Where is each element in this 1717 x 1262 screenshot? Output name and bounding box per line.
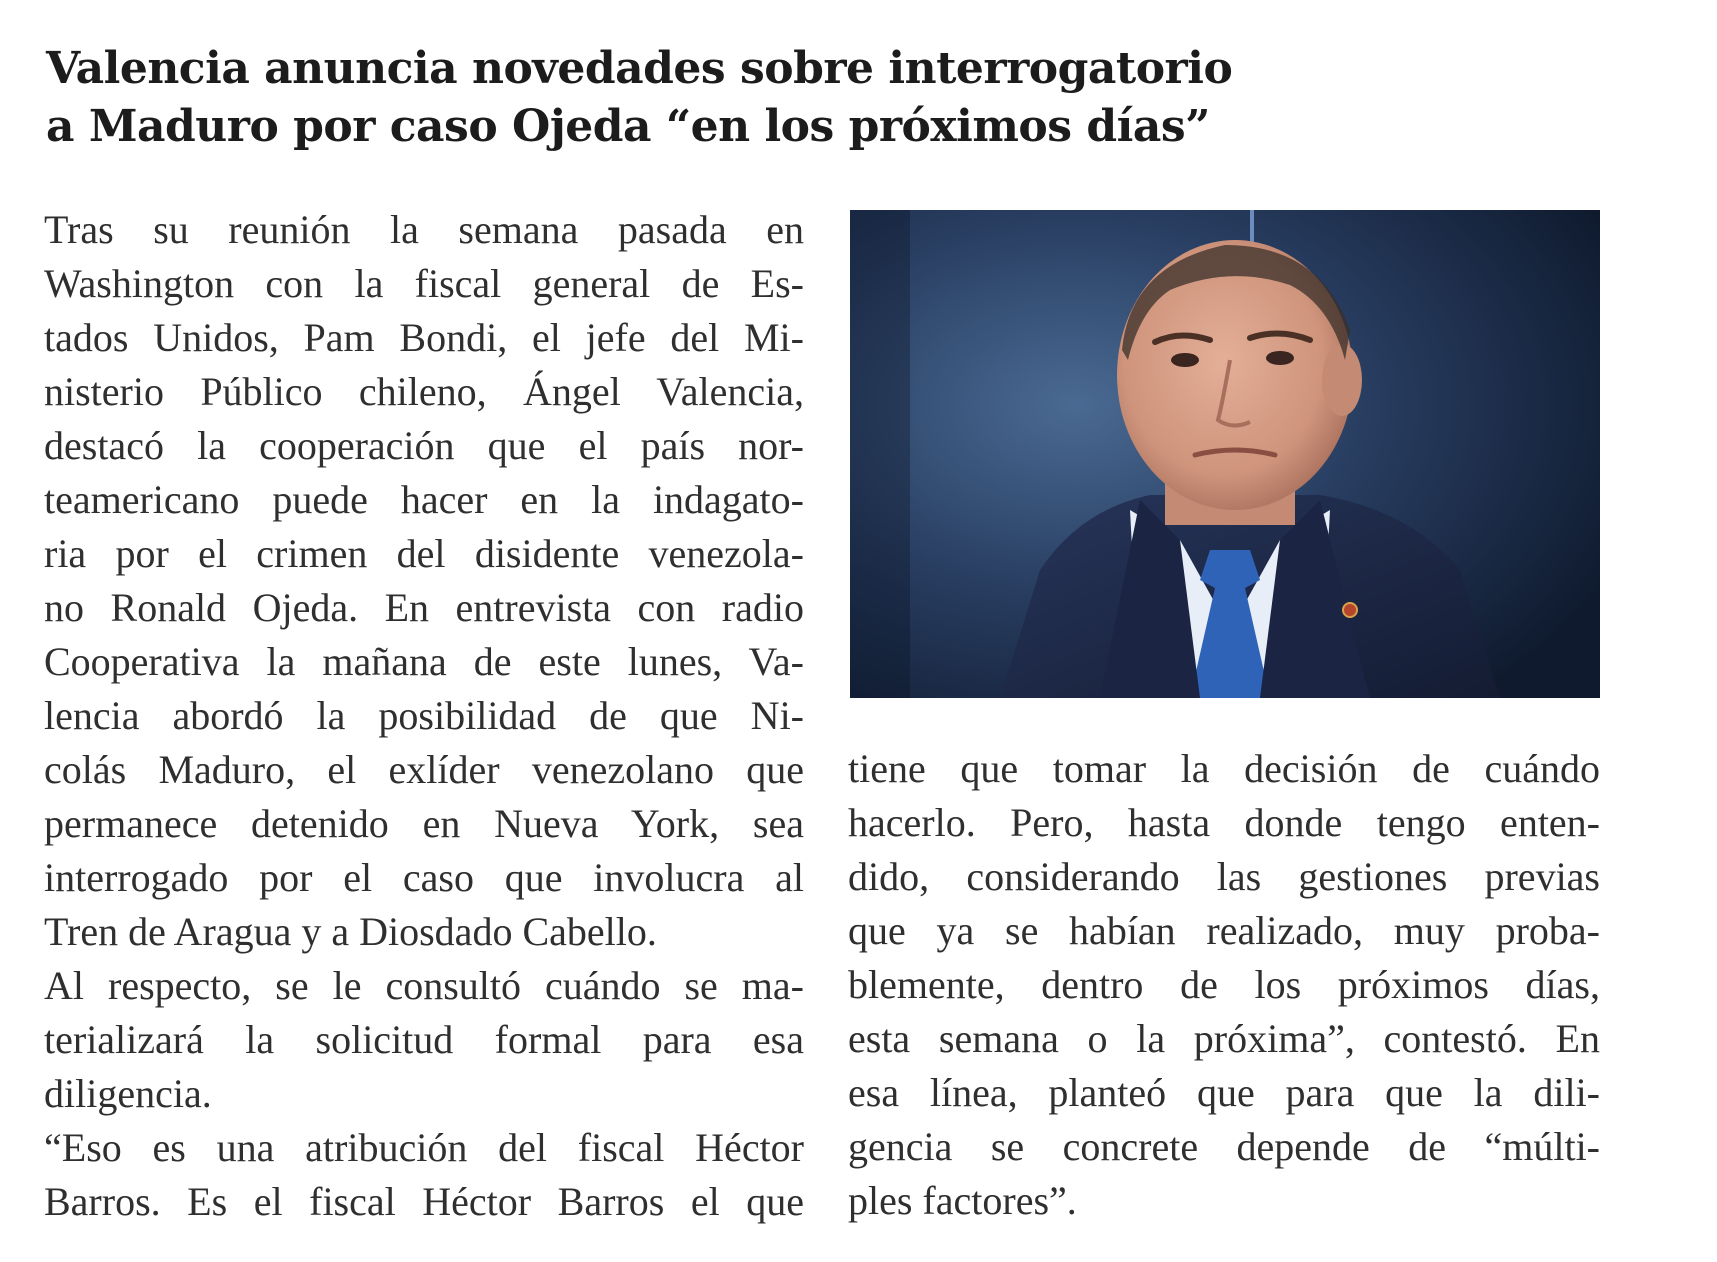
body-line: ples factores”. [848, 1178, 1077, 1223]
body-line: Tren de Aragua y a Diosdado Cabello. [44, 909, 657, 954]
body-line: colás Maduro, el exlíder venezolano que [44, 747, 804, 792]
body-line: Al respecto, se le consultó cuándo se ma- [44, 963, 804, 1008]
body-line: teamericano puede hacer en la indagato- [44, 477, 804, 522]
body-line: Tras su reunión la semana pasada en [44, 207, 804, 252]
body-line: tiene que tomar la decisión de cuándo [848, 746, 1600, 791]
body-line: “Eso es una atribución del fiscal Héctor [44, 1125, 804, 1170]
headline-line-1: Valencia anuncia novedades sobre interrogatorio [46, 43, 1233, 94]
eye-right [1266, 351, 1294, 365]
body-line: lencia abordó la posibilidad de que Ni- [44, 693, 804, 738]
photo-vignette-left [850, 210, 910, 698]
headline [46, 40, 1346, 156]
body-line: blemente, dentro de los próximos días, [848, 962, 1600, 1007]
ear [1322, 344, 1362, 416]
body-line: ria por el crimen del disidente venezola- [44, 531, 804, 576]
body-line: Washington con la fiscal general de Es- [44, 261, 804, 306]
body-line: no Ronald Ojeda. En entrevista con radio [44, 585, 804, 630]
headline-line-2: a Maduro por caso Ojeda “en los próximos días” [46, 101, 1210, 152]
body-line: Cooperativa la mañana de este lunes, Va- [44, 639, 804, 684]
lapel-pin [1343, 603, 1357, 617]
body-line: dido, considerando las gestiones previas [848, 854, 1600, 899]
body-line: interrogado por el caso que involucra al [44, 855, 804, 900]
article-photo [850, 210, 1600, 698]
body-line: Barros. Es el fiscal Héctor Barros el que [44, 1179, 804, 1224]
body-line: esa línea, planteó que para que la dili- [848, 1070, 1600, 1115]
body-line: diligencia. [44, 1071, 212, 1116]
body-line: nisterio Público chileno, Ángel Valencia, [44, 369, 804, 414]
article-body-right-column [848, 742, 1600, 1228]
eye-left [1171, 353, 1199, 367]
body-line: que ya se habían realizado, muy proba- [848, 908, 1600, 953]
body-line: gencia se concrete depende de “múlti- [848, 1124, 1600, 1169]
body-line: tados Unidos, Pam Bondi, el jefe del Mi- [44, 315, 804, 360]
body-line: esta semana o la próxima”, contestó. En [848, 1016, 1600, 1061]
body-line: terializará la solicitud formal para esa [44, 1017, 804, 1062]
body-line: hacerlo. Pero, hasta donde tengo enten- [848, 800, 1600, 845]
article-body-left-column [44, 203, 804, 1229]
body-line: destacó la cooperación que el país nor- [44, 423, 804, 468]
body-line: permanece detenido en Nueva York, sea [44, 801, 804, 846]
